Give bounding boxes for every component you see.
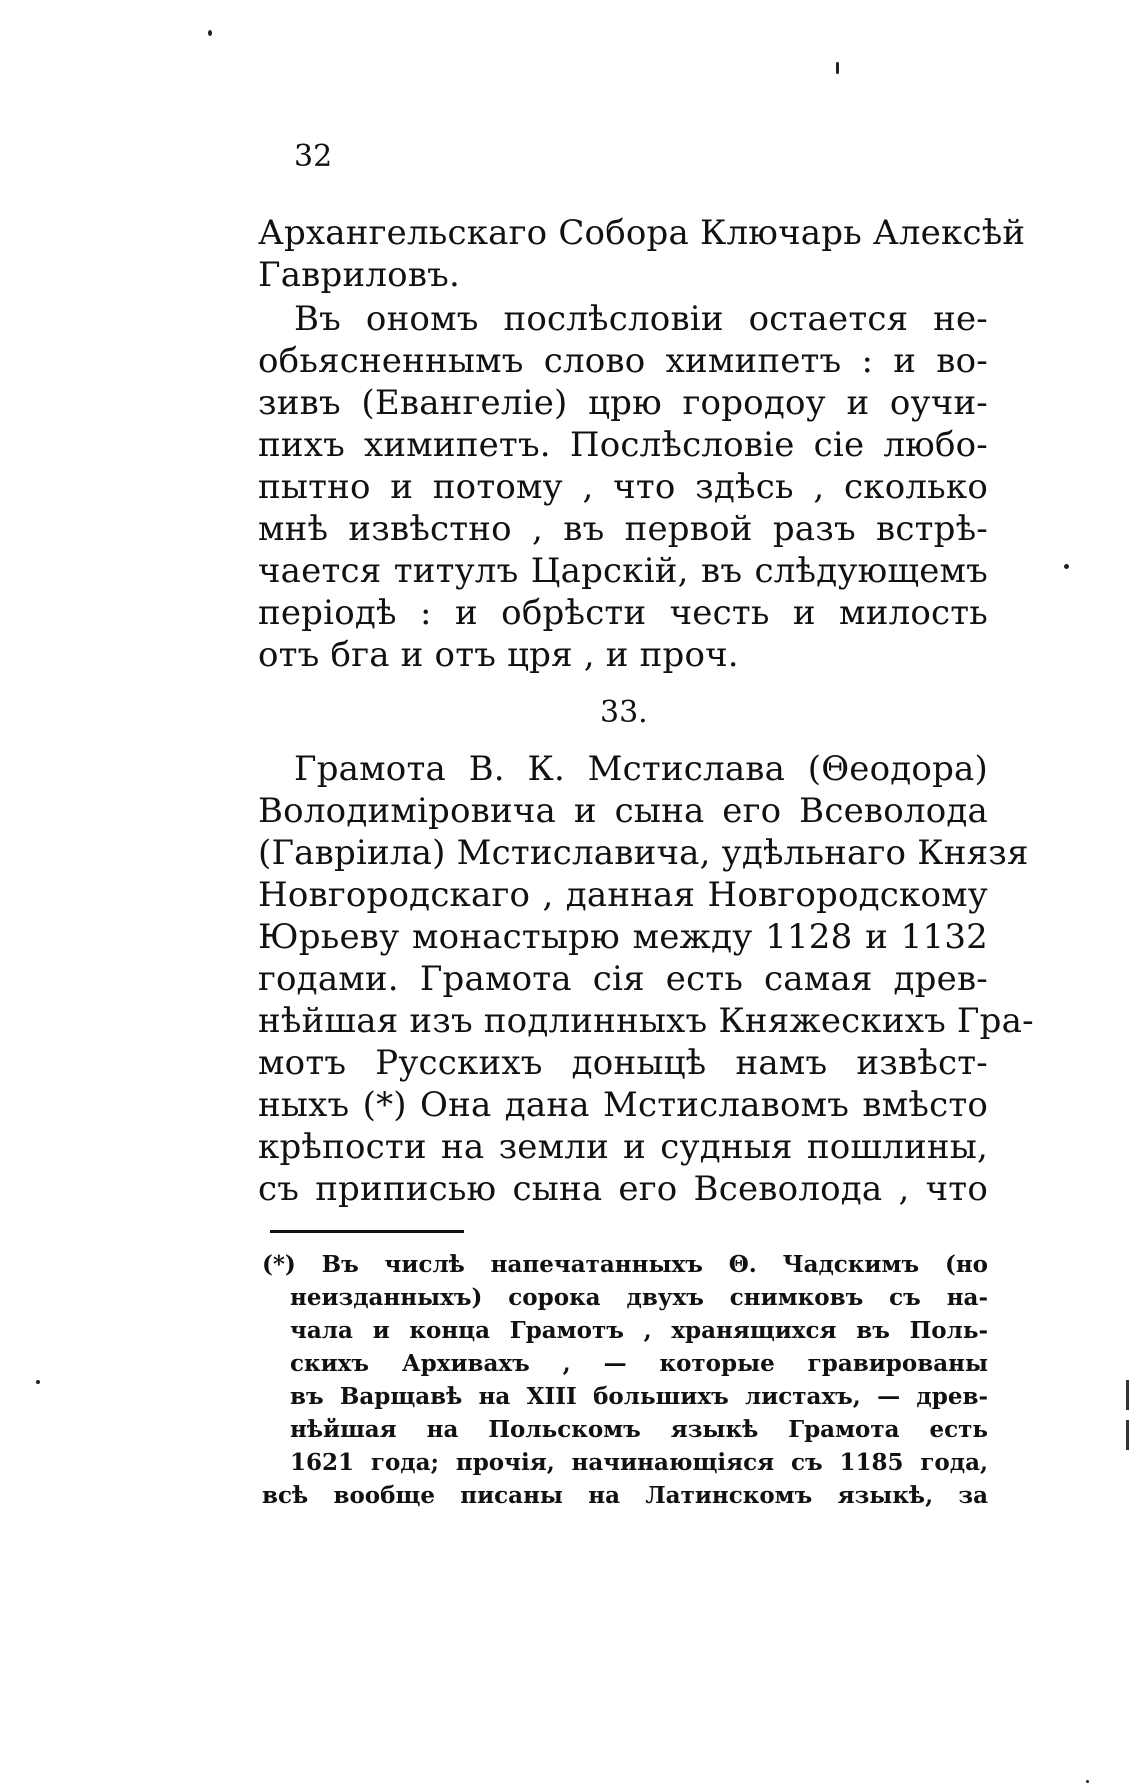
text-line: крѣпости на земли и судныя пошлины, [258,1127,988,1167]
footnote-line: всѣ вообще писаны на Латинскомъ языкѣ, за [262,1482,988,1509]
footnote-line: 1621 года; прочія, начинающіяся съ 1185 года, [290,1449,988,1476]
page-number: 32 [294,139,333,174]
footnote-line: въ Варщавѣ на XIII большихъ листахъ, — древ- [290,1383,988,1410]
text-line: Въ ономъ послѣсловіи остается не- [294,299,988,339]
paragraph-3 [258,749,1034,1214]
footnote-rule [270,1230,464,1233]
footnote [262,1253,988,1517]
text-line: пытно и потому , что здѣсь , сколько [258,467,988,507]
text-line: Новгородскаго , данная Новгородскому [258,875,988,915]
text-line: обьясненнымъ слово химипетъ : и во- [258,341,988,381]
text-line: Гавриловъ. [258,255,460,295]
text-line: мнѣ извѣстно , въ первой разъ встрѣ- [258,509,988,549]
text-line: (Гавріила) Мстиславича, удѣльнаго Князя [258,833,1029,873]
scan-speck [208,30,212,36]
text-line: съ приписью сына его Всеволода , что [258,1169,988,1209]
text-line: Грамота В. К. Мстислава (Θеодора) [294,749,988,789]
scan-speck [36,1380,40,1384]
text-line: ныхъ (*) Она дана Мстиславомъ вмѣсто [258,1085,988,1125]
text-line: чается титулъ Царскій, въ слѣдующемъ [258,551,988,591]
text-line: Юрьеву монастырю между 1128 и 1132 [258,917,988,957]
text-line: Володиміровича и сына его Всеволода [258,791,988,831]
text-line: годами. Грамота сія есть самая древ- [258,959,988,999]
text-line: пихъ химипетъ. Послѣсловіе сіе любо- [258,425,988,465]
text-line: Архангельскаго Собора Ключарь Алексѣй [258,213,1026,253]
paragraph-1 [258,213,1026,300]
footnote-line: (*) Въ числѣ напечатанныхъ Θ. Чадскимъ (но [262,1251,988,1278]
text-line: отъ бга и отъ цря , и проч. [258,635,739,675]
text-line: мотъ Русскихъ доныцѣ намъ извѣст- [258,1043,988,1083]
scan-speck [1086,1780,1089,1783]
footnote-line: чала и конца Грамотъ , хранящихся въ Поль- [290,1317,988,1344]
footnote-line: нѣйшая на Польскомъ языкѣ Грамота есть [290,1416,988,1443]
text-line: періодѣ : и обрѣсти честь и милость [258,593,988,633]
scan-speck [1064,564,1069,569]
text-line: зивъ (Евангеліе) црю городоу и оучи- [258,383,988,423]
scan-edge-mark [1126,1420,1129,1450]
footnote-line: скихъ Архивахъ , — которые гравированы [290,1350,988,1377]
scan-speck [836,62,839,74]
section-number: 33. [600,695,648,730]
paragraph-2 [258,299,988,680]
scan-edge-mark [1126,1380,1129,1410]
text-line: нѣйшая изъ подлинныхъ Княжескихъ Гра- [258,1001,1034,1041]
footnote-line: неизданныхъ) сорока двухъ снимковъ съ на- [290,1284,988,1311]
